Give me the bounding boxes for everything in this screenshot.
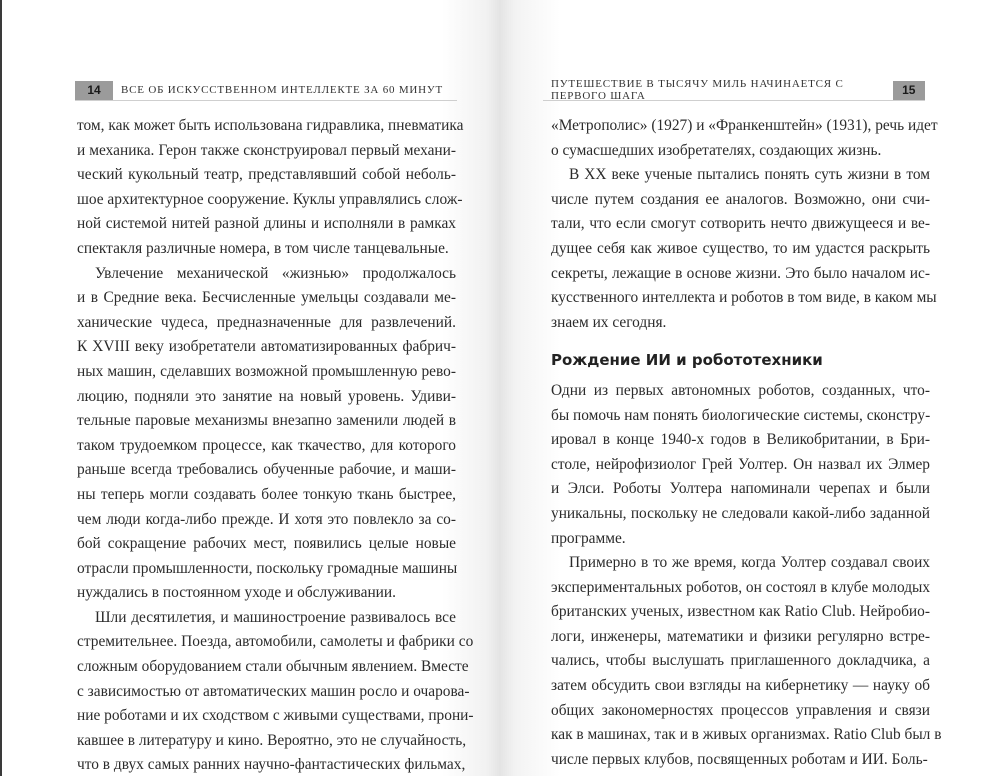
text-line: сложным оборудованием стали обычным явлением. Вместе xyxy=(77,658,469,676)
text-line: чались, чтобы выслушать приглашенного докладчика, а xyxy=(551,652,930,670)
text-line: числе первых клубов, посвященных роботам и ИИ. Боль- xyxy=(551,750,928,768)
text-line: кусственного интеллекта и роботов в том виде, в каком мы xyxy=(551,289,937,307)
text-line: тельные паровые механизмы внезапно заменили людей в xyxy=(77,412,456,430)
text-line: ировал в конце 1940-х годов в Великобритании, в Бри- xyxy=(551,431,930,449)
text-line: числе путем создания ее аналогов. Возможно, они счи- xyxy=(551,190,930,208)
text-line: британских ученых, известном как Ratio Club. Нейробио- xyxy=(551,603,930,621)
text-line: и в Средние века. Бесчисленные умельцы создавали ме- xyxy=(77,289,456,307)
text-line: как в машинах, так и в живых организмах. Ratio Club был в xyxy=(551,726,942,744)
text-line: чем люди когда-либо прежде. И хотя это повлекло за со- xyxy=(77,510,456,528)
text-line: люцию, подняли это занятие на новый уровень. Удиви- xyxy=(77,387,456,405)
text-line: раньше всегда требовались обученные рабочие, и маши- xyxy=(77,461,456,479)
text-line: экспериментальных роботов, он состоял в клубе молодых xyxy=(551,578,931,596)
text-line: отрасли промышленности, поскольку громадные машины xyxy=(77,559,458,577)
text-line: Примерно в то же время, когда Уолтер создавал своих xyxy=(569,554,930,572)
text-line: спектакля различные номера, в том числе танцевальные. xyxy=(77,239,449,257)
text-line: стремительнее. Поезда, автомобили, самолеты и фабрики со xyxy=(77,633,474,651)
text-line: ных машин, сделавших возможной промышленную рево- xyxy=(77,362,456,380)
text-line: ческий кукольный театр, представлявший собой неболь- xyxy=(77,166,456,184)
left-running-head-title: ВСЕ ОБ ИСКУССТВЕННОМ ИНТЕЛЛЕКТЕ ЗА 60 МИНУТ xyxy=(121,84,444,96)
text-line: секреты, лежащие в основе жизни. Это было началом ис- xyxy=(551,264,930,282)
text-line: таком трудоемком процессе, как ткачество, для которого xyxy=(77,436,456,454)
left-page-number: 14 xyxy=(75,81,113,100)
text-line: ние роботами и их сходством с живыми существами, прони- xyxy=(77,707,474,725)
text-line: Шли десятилетия, и машиностроение развивалось все xyxy=(95,608,456,626)
text-line: столе, нейрофизиолог Грей Уолтер. Он назвал их Элмер xyxy=(551,455,930,473)
text-line: том, как может быть использована гидравлика, пневматика xyxy=(77,117,464,134)
text-line: В XX веке ученые пытались понять суть жизни в том xyxy=(569,166,930,184)
text-line: что в двух самых ранних научно-фантастических фильмах, xyxy=(77,756,466,774)
text-line: бой сокращение рабочих мест, появились целые новые xyxy=(77,535,456,553)
text-line: нуждались в постоянном уходе и обслуживании. xyxy=(77,584,397,602)
text-line: и Элси. Роботы Уолтера напоминали черепах и были xyxy=(551,480,930,498)
text-line: затем обсудить свои взгляды на кибернетику — науку об xyxy=(551,677,930,695)
right-running-header xyxy=(543,80,925,101)
text-line: логи, инженеры, математики и физики регулярно встре- xyxy=(551,627,930,645)
text-line: общих закономерностях процессов управления и связи xyxy=(551,701,930,719)
section-heading: Рождение ИИ и робототехники xyxy=(551,351,823,370)
text-line: ны теперь могли создавать более тонкую ткань быстрее, xyxy=(77,485,456,503)
text-line: «Метрополис» (1927) и «Франкенштейн» (1931), речь идет xyxy=(551,117,938,134)
left-running-header xyxy=(75,80,457,101)
text-line: Увлечение механической «жизнью» продолжалось xyxy=(95,264,456,282)
text-line: тали, что если смогут сотворить нечто движущееся и ве- xyxy=(551,215,930,233)
text-line: шое архитектурное сооружение. Куклы управлялись слож- xyxy=(77,190,463,208)
text-line: о сумасшедших изобретателях, создающих жизнь. xyxy=(551,141,882,159)
text-line: Одни из первых автономных роботов, созданных, что- xyxy=(551,381,930,399)
text-line: кавшее в литературу и кино. Вероятно, это не случайность, xyxy=(77,731,467,749)
right-body-text xyxy=(551,114,942,772)
text-line: программе. xyxy=(551,529,626,547)
text-line: уникальны, поскольку не следовали какой-либо заданной xyxy=(551,504,930,522)
text-line: бы помочь нам понять биологические системы, сконстру- xyxy=(551,406,931,424)
text-line: ной системой нитей разной длины и исполняли в рамках xyxy=(77,215,456,233)
text-line: знаем их сегодня. xyxy=(551,313,667,331)
right-page-number: 15 xyxy=(893,81,925,100)
text-line: и механика. Герон также сконструировал первый механи- xyxy=(77,141,456,159)
text-line: ханические чудеса, предназначенные для развлечений. xyxy=(77,313,456,331)
left-body-text xyxy=(77,114,474,778)
text-line: дущее себя как живое существо, то им удастся раскрыть xyxy=(551,239,930,257)
right-page xyxy=(500,0,1001,776)
right-running-head-title: ПУТЕШЕСТВИЕ В ТЫСЯЧУ МИЛЬ НАЧИНАЕТСЯ С ПЕРВОГО ШАГА xyxy=(551,78,844,102)
text-line: К XVIII веку изобретатели автоматизированных фабрич- xyxy=(77,338,456,356)
text-line: с зависимостью от автоматических машин росло и очарова- xyxy=(77,682,470,700)
